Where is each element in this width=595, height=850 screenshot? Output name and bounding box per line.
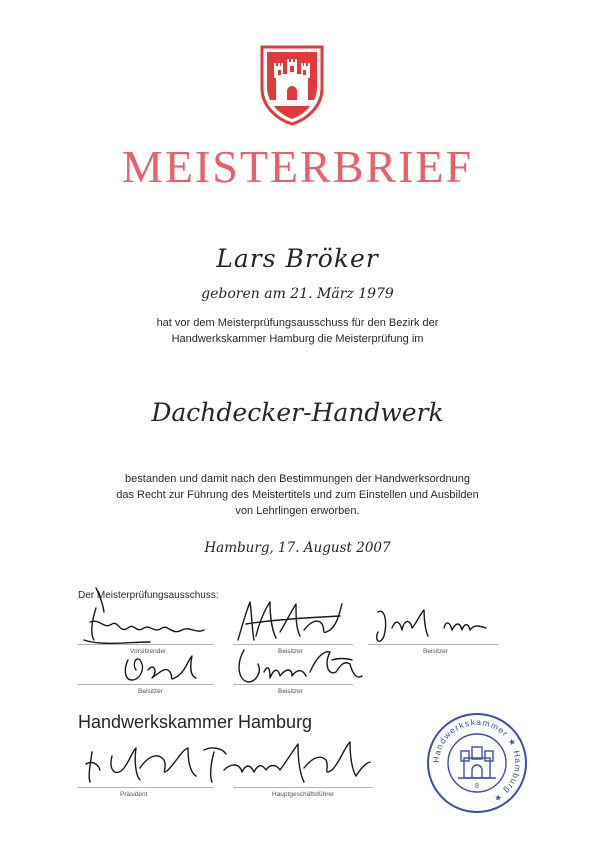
holder-name: Lars Bröker <box>216 244 379 273</box>
chamber-stamp-icon <box>426 712 528 814</box>
outcome-line: das Recht zur Führung des Meistertitels und zum Einstellen und Ausbilden <box>116 489 479 501</box>
signature-chair <box>84 608 204 643</box>
role-president: Präsident <box>120 791 148 798</box>
trade-name: Dachdecker-Handwerk <box>151 398 444 427</box>
signature-president <box>86 748 226 782</box>
intro-line: hat vor dem Meisterprüfungsausschuss für den Bezirk der <box>156 317 439 329</box>
certificate-title: MEISTERBRIEF <box>121 141 474 192</box>
signature-assessor-1 <box>238 602 342 640</box>
signature-assessor-4 <box>239 650 362 682</box>
role-assessor: Beisitzer <box>278 648 303 655</box>
stamp-ring-text: Handwerkskammer ★ Hamburg ★ <box>430 716 524 805</box>
role-managing-director: Hauptgeschäftsführer <box>272 791 335 798</box>
intro-line: Handwerkskammer Hamburg die Meisterprüfung im <box>171 333 424 345</box>
outcome-line: von Lehrlingen erworben. <box>235 505 360 517</box>
signature-stroke <box>96 588 104 612</box>
birth-line: geboren am 21. März 1979 <box>201 286 394 302</box>
role-assessor: Beisitzer <box>138 688 163 695</box>
role-assessor: Beisitzer <box>423 648 448 655</box>
role-chair: Vorsitzender <box>130 648 167 655</box>
role-assessor: Beisitzer <box>278 688 303 695</box>
outcome-line: bestanden und damit nach den Bestimmungen der Handwerksordnung <box>125 473 470 485</box>
committee-label: Der Meisterprüfungsausschuss: <box>78 590 219 601</box>
stamp-number: 8 <box>475 783 479 790</box>
place-date: Hamburg, 17. August 2007 <box>204 540 391 556</box>
signature-assessor-2 <box>377 610 486 641</box>
signature-assessor-3 <box>125 656 196 680</box>
signature-managing-director <box>224 742 370 782</box>
chamber-name: Handwerkskammer Hamburg <box>78 712 313 732</box>
